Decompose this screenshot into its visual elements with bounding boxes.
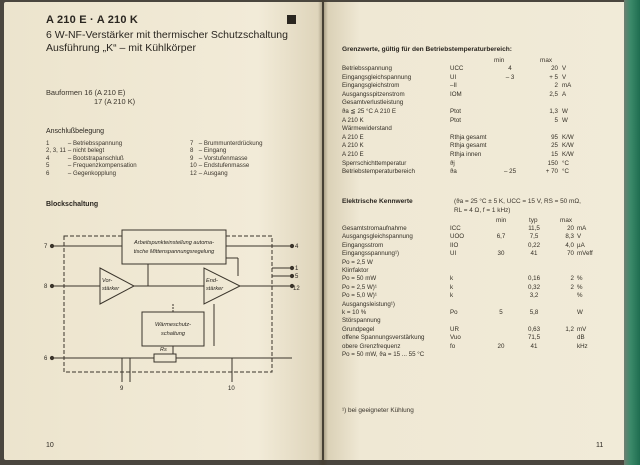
param-name: Gesamtstromaufnahme xyxy=(342,225,407,232)
pin-label-9: 9 xyxy=(120,386,124,392)
regulator-label-2: tische Mittenspannungsregelung xyxy=(133,249,215,255)
param-symbol: UI xyxy=(450,250,457,258)
param-name: Ausgangsleistung¹) xyxy=(342,300,395,308)
right-page xyxy=(324,2,624,460)
param-typ xyxy=(516,301,552,309)
param-min xyxy=(490,125,530,134)
pin-label-12: 12 xyxy=(293,286,300,292)
param-symbol xyxy=(450,125,490,134)
param-unit: % xyxy=(577,292,583,300)
param-max: 20 xyxy=(551,65,558,72)
param-max xyxy=(552,351,574,359)
param-symbol xyxy=(450,267,486,275)
param-unit: kHz xyxy=(577,342,588,350)
param-min xyxy=(490,91,530,100)
param-name: A 210 E xyxy=(342,133,364,141)
param-name: Po = 2,5 W xyxy=(342,258,373,266)
param-max: 25 xyxy=(551,142,558,150)
param-typ: 5,8 xyxy=(529,309,539,317)
param-name: Sperrschichttemperatur xyxy=(342,159,407,167)
thermal-label-1: Wärmeschutz- xyxy=(154,322,192,328)
param-max xyxy=(552,292,574,300)
param-min xyxy=(490,142,530,151)
kenn-head-max: max xyxy=(560,217,573,224)
pin-row xyxy=(46,140,139,147)
pin-function: – Betriebsspannung xyxy=(67,140,123,147)
bauformen-line-1: Bauformen 16 (A 210 E) xyxy=(46,88,126,97)
param-min xyxy=(486,334,516,342)
param-symbol xyxy=(450,259,486,267)
resistor-label: Rs xyxy=(160,347,167,353)
param-unit: K/W xyxy=(562,133,574,141)
param-unit: W xyxy=(562,107,568,115)
param-max: 5 xyxy=(554,116,558,124)
param-max: 4,0 xyxy=(565,241,574,249)
param-max xyxy=(552,309,574,317)
table-row xyxy=(342,142,586,151)
param-unit xyxy=(574,259,598,267)
param-typ: 7,5 xyxy=(529,233,539,241)
param-unit: °C xyxy=(562,168,569,176)
table-row xyxy=(342,250,598,258)
pin-function: – Bootstrapanschluß xyxy=(67,154,124,162)
param-max: 20 xyxy=(567,225,574,232)
pin-table-right xyxy=(190,140,264,177)
param-unit: mA xyxy=(562,82,572,90)
param-unit: W xyxy=(577,309,583,317)
param-symbol xyxy=(450,99,490,108)
table-row xyxy=(342,134,586,143)
param-min xyxy=(486,225,516,233)
param-min xyxy=(490,151,530,160)
param-max xyxy=(552,334,574,342)
thermal-label-2: schaltung xyxy=(161,331,185,337)
param-unit: A xyxy=(562,90,567,98)
table-row xyxy=(342,99,586,108)
grenz-head-max: max xyxy=(540,57,553,64)
table-row xyxy=(342,309,598,317)
param-unit: K/W xyxy=(562,142,574,150)
param-symbol xyxy=(450,301,486,309)
param-name: Po = 50 mW, ϑa = 15 ... 55 °C xyxy=(342,351,425,359)
param-min: 6,7 xyxy=(496,233,506,241)
param-max xyxy=(552,301,574,309)
pin-label-10: 10 xyxy=(228,386,235,392)
param-unit: K/W xyxy=(562,150,574,158)
param-name: offene Spannungsverstärkung xyxy=(342,334,425,342)
pin-number: 6 xyxy=(46,169,50,177)
kennwerte-heading: Elektrische Kennwerte xyxy=(342,198,413,205)
param-symbol: Vuo xyxy=(450,334,461,342)
kennwerte-conditions-2: RL = 4 Ω, f = 1 kHz) xyxy=(454,207,511,214)
table-row xyxy=(342,225,598,233)
block-heading: Blockschaltung xyxy=(46,201,99,208)
param-min xyxy=(486,242,516,250)
pin-function: – Gegenkopplung xyxy=(67,169,117,177)
param-symbol xyxy=(450,317,486,325)
param-min xyxy=(490,99,530,108)
grenzwerte-heading: Grenzwerte, gültig für den Betriebstemperaturbereich: xyxy=(342,46,513,53)
param-unit xyxy=(574,351,598,359)
param-typ: 0,63 xyxy=(527,325,541,333)
param-name: obere Grenzfrequenz xyxy=(342,342,401,350)
param-min xyxy=(486,292,516,300)
pin-row xyxy=(190,140,264,147)
param-symbol: UOO xyxy=(450,233,465,241)
param-name: Grundpegel xyxy=(342,325,375,333)
param-typ: 0,32 xyxy=(527,283,541,291)
pin-number: 9 xyxy=(190,154,194,162)
param-unit: mA xyxy=(577,225,587,232)
table-row xyxy=(342,284,598,292)
pin-number: 4 xyxy=(46,154,50,162)
table-row xyxy=(342,275,598,283)
thermal-protection-box xyxy=(142,312,204,346)
grenzwerte-table xyxy=(342,65,586,177)
param-name: ϑa ≦ 25 °C A 210 E xyxy=(342,107,397,115)
param-min xyxy=(490,108,530,117)
param-symbol: –II xyxy=(450,82,457,90)
param-name: Klirrfaktor xyxy=(342,267,369,275)
param-unit xyxy=(574,301,598,309)
param-symbol: Ptot xyxy=(450,116,462,124)
param-symbol: IIO xyxy=(450,241,459,249)
param-unit: V xyxy=(562,65,567,72)
param-name: Po = 5,0 W)¹ xyxy=(342,292,377,300)
param-symbol: k xyxy=(450,275,454,283)
param-name: Ausgangsspitzenstrom xyxy=(342,90,405,98)
param-min xyxy=(486,259,516,267)
pin-row xyxy=(190,170,264,177)
table-row xyxy=(342,117,586,126)
param-max: 2 xyxy=(554,82,558,90)
kenn-head-typ: typ xyxy=(529,217,538,224)
param-max: + 5 xyxy=(549,73,558,81)
param-name: Wärmewiderstand xyxy=(342,125,392,133)
table-row xyxy=(342,242,598,250)
table-row xyxy=(342,317,598,325)
param-max: 1,2 xyxy=(565,325,574,333)
pin-function: – nicht belegt xyxy=(67,147,105,155)
param-min: 5 xyxy=(499,309,503,317)
table-row xyxy=(342,82,586,91)
param-typ xyxy=(516,351,552,359)
pin-row xyxy=(46,155,139,162)
param-min: – 3 xyxy=(505,73,515,81)
param-typ: 41 xyxy=(530,342,538,350)
preamp-label-2: stärker xyxy=(102,286,120,292)
table-row xyxy=(342,74,586,83)
param-symbol: ϑj xyxy=(450,159,455,167)
regulator-label-1: Arbeitspunkteinstellung automa- xyxy=(134,240,214,246)
param-max: 1,3 xyxy=(549,107,558,115)
table-row xyxy=(342,125,586,134)
pin-number: 5 xyxy=(46,162,50,170)
param-unit: µA xyxy=(577,241,585,249)
param-min xyxy=(486,351,516,359)
param-min xyxy=(486,284,516,292)
preamp-label-1: Vor- xyxy=(102,278,113,284)
param-typ: 0,22 xyxy=(527,241,541,249)
param-min xyxy=(486,267,516,275)
param-min: – 25 xyxy=(503,168,517,176)
param-symbol: k xyxy=(450,283,454,291)
param-max xyxy=(552,343,574,351)
param-typ xyxy=(516,267,552,275)
table-row xyxy=(342,65,586,74)
param-name: Eingangsstrom xyxy=(342,241,384,249)
param-typ xyxy=(516,317,552,325)
pin-number: 10 xyxy=(190,162,197,170)
regulator-box xyxy=(122,230,226,264)
param-unit: mV xyxy=(577,325,587,333)
param-max: 2 xyxy=(570,275,574,283)
param-name: Eingangsgleichspannung xyxy=(342,73,412,81)
param-max: + 70 xyxy=(545,168,558,176)
param-name: Eingangsspannung¹) xyxy=(342,250,400,258)
pin-number: 7 xyxy=(190,140,194,147)
param-max xyxy=(530,125,558,134)
pin-function: – Frequenzkompensation xyxy=(67,162,137,170)
param-typ: 3,2 xyxy=(529,292,539,300)
param-max: 95 xyxy=(551,133,558,141)
pin-function: – Endstufenmasse xyxy=(198,162,250,170)
param-symbol: Ptot xyxy=(450,107,462,115)
param-min: 30 xyxy=(497,250,505,258)
grenz-head-min: min xyxy=(494,57,505,64)
param-max: 15 xyxy=(551,150,558,158)
pin-label-4: 4 xyxy=(295,244,299,250)
param-min xyxy=(490,134,530,143)
param-min xyxy=(486,275,516,283)
param-typ: 71,5 xyxy=(527,334,541,342)
param-min xyxy=(486,326,516,334)
table-row xyxy=(342,326,598,334)
pin-row xyxy=(190,147,264,154)
param-name: Ausgangsgleichspannung xyxy=(342,233,413,241)
param-max xyxy=(552,317,574,325)
pin-function: – Ausgang xyxy=(198,169,228,177)
pin-table-left xyxy=(46,140,139,177)
table-row xyxy=(342,91,586,100)
pin-row xyxy=(190,162,264,169)
param-name: Gesamtverlustleistung xyxy=(342,99,404,107)
param-symbol: Po xyxy=(450,309,458,317)
param-min xyxy=(486,301,516,309)
table-row xyxy=(342,168,586,177)
param-min xyxy=(490,117,530,126)
param-max xyxy=(552,259,574,267)
pin-label-8: 8 xyxy=(44,284,48,290)
param-max: 2,5 xyxy=(549,90,558,98)
pin-row xyxy=(46,162,139,169)
table-row xyxy=(342,151,586,160)
pin-label-7: 7 xyxy=(44,244,48,250)
bauformen-line-2: 17 (A 210 K) xyxy=(94,97,136,106)
param-symbol: UR xyxy=(450,325,459,333)
param-typ: 11,5 xyxy=(528,225,540,232)
param-unit xyxy=(558,125,586,134)
table-row xyxy=(342,108,586,117)
power-amp-label-1: End- xyxy=(206,278,218,284)
pin-number: 8 xyxy=(190,147,194,155)
table-row xyxy=(342,259,598,267)
param-name: Störspannung xyxy=(342,317,381,325)
param-unit: mVeff xyxy=(577,250,593,258)
table-row xyxy=(342,233,598,241)
param-unit: % xyxy=(577,283,583,291)
param-symbol: UI xyxy=(450,73,457,81)
subtitle-line-1: 6 W-NF-Verstärker mit thermischer Schutzschaltung xyxy=(46,29,288,41)
param-unit xyxy=(574,267,598,275)
param-typ xyxy=(516,259,552,267)
param-unit: W xyxy=(562,116,568,124)
param-symbol: fo xyxy=(450,342,456,350)
param-name: Po = 50 mW xyxy=(342,275,377,283)
subtitle-line-2: Ausführung „K“ – mit Kühlkörper xyxy=(46,42,196,54)
param-max xyxy=(552,267,574,275)
pin-label-1: 1 xyxy=(295,266,299,272)
table-row xyxy=(342,160,586,169)
param-max: 70 xyxy=(567,250,574,258)
pin-row xyxy=(46,147,139,154)
param-max: 8,3 xyxy=(565,233,574,241)
param-name: A 210 K xyxy=(342,142,364,150)
left-page xyxy=(4,2,322,460)
param-min xyxy=(490,160,530,169)
param-unit: V xyxy=(562,73,567,81)
table-row xyxy=(342,301,598,309)
param-min: 4 xyxy=(508,65,512,72)
param-max: 2 xyxy=(570,283,574,291)
page-number-left: 10 xyxy=(46,442,54,449)
pin-number: 1 xyxy=(46,140,50,147)
param-unit xyxy=(558,99,586,108)
anschluss-heading: Anschlußbelegung xyxy=(46,128,104,135)
param-name: Betriebstemperaturbereich xyxy=(342,168,415,176)
pin-label-6: 6 xyxy=(44,356,48,362)
pin-number: 12 xyxy=(190,169,197,177)
param-min xyxy=(486,317,516,325)
kennwerte-conditions-1: (ϑa = 25 °C ± 5 K, UCC = 15 V, RS = 50 mΩ, xyxy=(454,198,581,205)
param-unit: V xyxy=(577,233,582,241)
block-diagram xyxy=(42,220,302,395)
black-square-marker xyxy=(287,15,296,24)
resistor-rs xyxy=(154,354,176,362)
param-max xyxy=(530,99,558,108)
param-symbol: Rthja innen xyxy=(450,150,482,158)
pin-number: 2, 3, 11 xyxy=(46,147,66,155)
param-symbol: ϑa xyxy=(450,168,457,176)
table-row xyxy=(342,267,598,275)
param-name: Betriebsspannung xyxy=(342,65,392,72)
table-row xyxy=(342,351,598,359)
kenn-head-min: min xyxy=(496,217,507,224)
pin-row xyxy=(190,155,264,162)
param-symbol: Rthja gesamt xyxy=(450,133,487,141)
param-typ: 41 xyxy=(530,250,538,258)
param-unit xyxy=(574,317,598,325)
param-symbol: Rthja gesamt xyxy=(450,142,487,150)
param-min: 20 xyxy=(497,342,505,350)
param-max: 150 xyxy=(547,159,558,167)
pin-row xyxy=(46,170,139,177)
param-symbol xyxy=(450,351,486,359)
pin-label-5: 5 xyxy=(295,274,299,280)
param-unit: % xyxy=(577,275,583,283)
param-typ: 0,16 xyxy=(527,275,541,283)
book-cover-edge xyxy=(624,0,640,465)
page-number-right: 11 xyxy=(596,442,604,449)
kennwerte-table xyxy=(342,225,598,360)
param-name: Eingangsgleichstrom xyxy=(342,82,400,90)
param-unit: °C xyxy=(562,159,569,167)
pin-function: – Brummunterdrückung xyxy=(198,140,263,147)
param-name: k = 10 % xyxy=(342,309,367,317)
param-symbol: ICC xyxy=(450,225,461,232)
table-row xyxy=(342,334,598,342)
param-symbol: k xyxy=(450,292,454,300)
param-name: A 210 K xyxy=(342,116,364,124)
param-name: A 210 E xyxy=(342,150,364,158)
page-title: A 210 E · A 210 K xyxy=(46,14,139,26)
pin-function: – Eingang xyxy=(198,147,227,155)
param-unit: dB xyxy=(577,334,585,342)
param-min xyxy=(490,82,530,91)
book-gutter xyxy=(318,0,328,465)
pin-function: – Vorstufenmasse xyxy=(198,154,248,162)
table-row xyxy=(342,343,598,351)
footnote: ¹) bei geeigneter Kühlung xyxy=(342,407,414,414)
param-symbol: IOM xyxy=(450,90,462,98)
table-row xyxy=(342,292,598,300)
param-name: Po = 2,5 W)¹ xyxy=(342,283,377,291)
param-symbol: UCC xyxy=(450,65,464,72)
power-amp-label-2: stärker xyxy=(206,286,224,292)
